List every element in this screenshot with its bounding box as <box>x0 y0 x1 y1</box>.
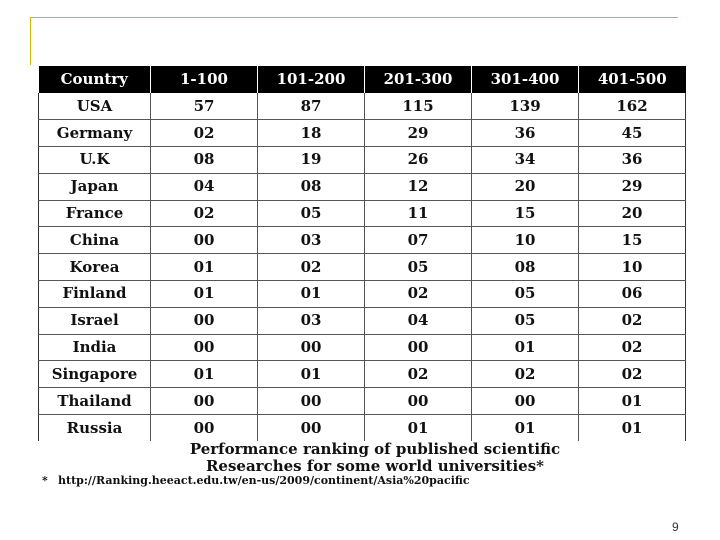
count-cell: 139 <box>472 93 579 120</box>
count-cell: 01 <box>472 334 579 361</box>
country-cell: India <box>39 334 151 361</box>
header-rank-201-300: 201-300 <box>365 66 472 93</box>
ranking-table-container <box>38 66 685 441</box>
count-cell: 04 <box>365 307 472 334</box>
country-cell: USA <box>39 93 151 120</box>
count-cell: 19 <box>258 147 365 174</box>
country-cell: Thailand <box>39 388 151 415</box>
count-cell: 01 <box>151 254 258 281</box>
count-cell: 36 <box>472 120 579 147</box>
table-header-row <box>39 66 686 93</box>
country-cell: Japan <box>39 173 151 200</box>
table-caption <box>150 441 600 475</box>
count-cell: 00 <box>365 334 472 361</box>
header-country: Country <box>39 66 151 93</box>
count-cell: 05 <box>365 254 472 281</box>
country-cell: Germany <box>39 120 151 147</box>
count-cell: 00 <box>258 388 365 415</box>
count-cell: 20 <box>472 173 579 200</box>
country-cell: U.K <box>39 147 151 174</box>
count-cell: 01 <box>579 415 686 442</box>
count-cell: 01 <box>151 281 258 308</box>
table-body <box>39 93 686 441</box>
count-cell: 07 <box>365 227 472 254</box>
count-cell: 02 <box>579 334 686 361</box>
count-cell: 08 <box>258 173 365 200</box>
country-cell: Singapore <box>39 361 151 388</box>
count-cell: 20 <box>579 200 686 227</box>
slide-frame-left-line <box>30 17 31 65</box>
table-row <box>39 254 686 281</box>
table-row <box>39 147 686 174</box>
country-cell: France <box>39 200 151 227</box>
count-cell: 02 <box>365 361 472 388</box>
table-row <box>39 227 686 254</box>
table-row <box>39 307 686 334</box>
count-cell: 36 <box>579 147 686 174</box>
country-cell: Israel <box>39 307 151 334</box>
slide-frame-top-line <box>30 17 678 18</box>
country-cell: China <box>39 227 151 254</box>
caption-line-1: Performance ranking of published scientific <box>189 440 561 458</box>
count-cell: 11 <box>365 200 472 227</box>
count-cell: 02 <box>151 120 258 147</box>
count-cell: 00 <box>151 334 258 361</box>
count-cell: 01 <box>258 281 365 308</box>
count-cell: 01 <box>472 415 579 442</box>
count-cell: 00 <box>258 415 365 442</box>
count-cell: 115 <box>365 93 472 120</box>
count-cell: 06 <box>579 281 686 308</box>
count-cell: 05 <box>472 307 579 334</box>
count-cell: 00 <box>151 227 258 254</box>
caption-line-2: Researches for some world universities* <box>205 457 545 475</box>
source-footnote <box>42 474 470 488</box>
header-rank-101-200: 101-200 <box>258 66 365 93</box>
count-cell: 00 <box>151 307 258 334</box>
count-cell: 00 <box>472 388 579 415</box>
count-cell: 26 <box>365 147 472 174</box>
count-cell: 00 <box>151 415 258 442</box>
count-cell: 34 <box>472 147 579 174</box>
count-cell: 02 <box>151 200 258 227</box>
count-cell: 02 <box>579 307 686 334</box>
count-cell: 00 <box>365 388 472 415</box>
footnote-source-url: http://Ranking.heeact.edu.tw/en-us/2009/continent/Asia%20pacific <box>58 474 470 487</box>
count-cell: 03 <box>258 227 365 254</box>
count-cell: 12 <box>365 173 472 200</box>
count-cell: 08 <box>151 147 258 174</box>
count-cell: 00 <box>151 388 258 415</box>
count-cell: 02 <box>579 361 686 388</box>
count-cell: 29 <box>365 120 472 147</box>
count-cell: 02 <box>258 254 365 281</box>
count-cell: 05 <box>258 200 365 227</box>
count-cell: 01 <box>579 388 686 415</box>
header-rank-401-500: 401-500 <box>579 66 686 93</box>
count-cell: 162 <box>579 93 686 120</box>
count-cell: 15 <box>472 200 579 227</box>
count-cell: 05 <box>472 281 579 308</box>
count-cell: 01 <box>258 361 365 388</box>
count-cell: 01 <box>365 415 472 442</box>
table-row <box>39 334 686 361</box>
count-cell: 08 <box>472 254 579 281</box>
table-row <box>39 388 686 415</box>
count-cell: 29 <box>579 173 686 200</box>
ranking-table <box>38 66 686 441</box>
table-row <box>39 120 686 147</box>
country-cell: Korea <box>39 254 151 281</box>
country-cell: Russia <box>39 415 151 442</box>
count-cell: 03 <box>258 307 365 334</box>
count-cell: 15 <box>579 227 686 254</box>
count-cell: 01 <box>151 361 258 388</box>
count-cell: 02 <box>365 281 472 308</box>
table-row <box>39 361 686 388</box>
header-rank-1-100: 1-100 <box>151 66 258 93</box>
table-row <box>39 415 686 442</box>
count-cell: 18 <box>258 120 365 147</box>
country-cell: Finland <box>39 281 151 308</box>
table-row <box>39 93 686 120</box>
count-cell: 45 <box>579 120 686 147</box>
header-rank-301-400: 301-400 <box>472 66 579 93</box>
page-number: 9 <box>672 520 679 534</box>
count-cell: 04 <box>151 173 258 200</box>
table-row <box>39 281 686 308</box>
table-row <box>39 200 686 227</box>
footnote-marker: * <box>42 474 48 487</box>
count-cell: 87 <box>258 93 365 120</box>
count-cell: 00 <box>258 334 365 361</box>
table-row <box>39 173 686 200</box>
count-cell: 57 <box>151 93 258 120</box>
count-cell: 02 <box>472 361 579 388</box>
count-cell: 10 <box>579 254 686 281</box>
count-cell: 10 <box>472 227 579 254</box>
